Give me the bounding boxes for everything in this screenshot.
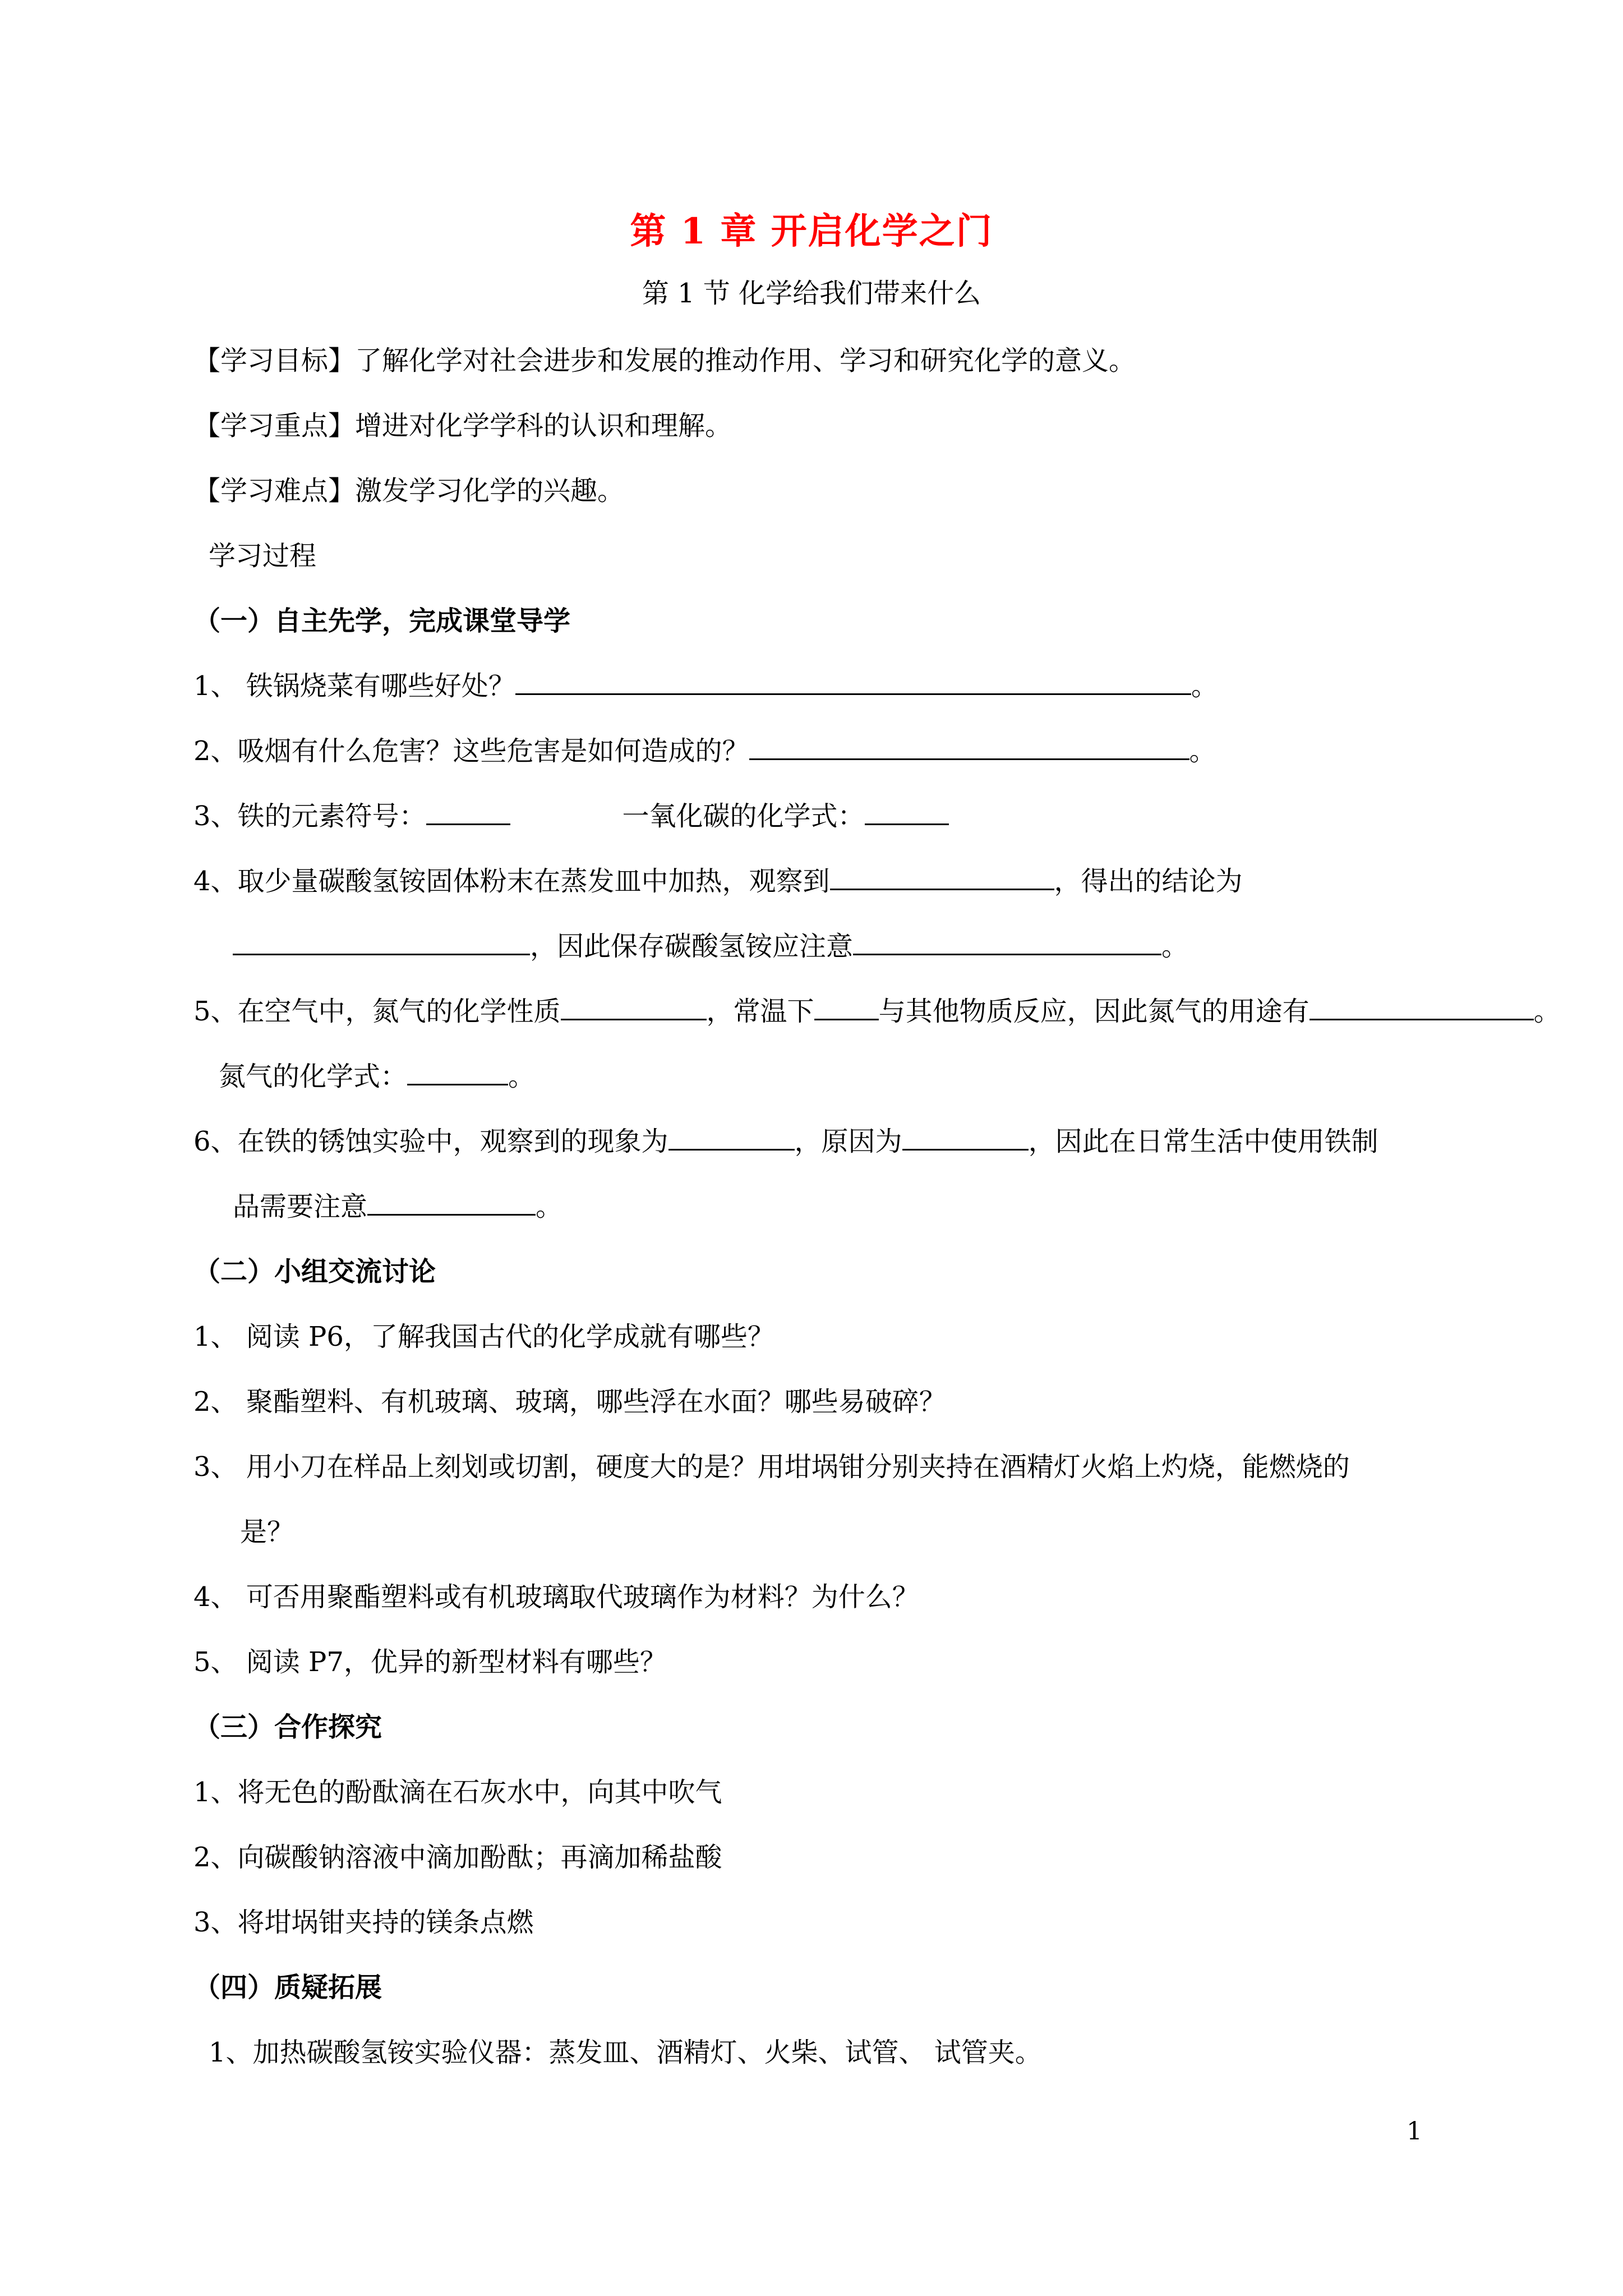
process-label: 学习过程 [209,540,317,572]
answer-blank[interactable] [902,1124,1029,1151]
question-4-part1: 4、取少量碳酸氢铵固体粉末在蒸发皿中加热，观察到 [193,866,830,897]
answer-blank[interactable] [1310,994,1534,1020]
question-4 [193,863,1243,900]
question-3 [193,798,949,835]
page-title: 第 1 章 开启化学之门 [630,210,993,252]
question-4-part2: ，得出的结论为 [1054,866,1243,897]
question-6-part1: 6、在铁的锈蚀实验中，观察到的现象为 [193,1126,668,1157]
answer-blank[interactable] [561,994,707,1020]
question-5-part2: ，常温下 [706,996,814,1027]
question-6 [193,1123,1378,1160]
list-item: 1、 阅读 P6，了解我国古代的化学成就有哪些？ [193,1321,774,1352]
list-item: 3、 用小刀在样品上刻划或切割，硬度大的是？用坩埚钳分别夹持在酒精灯火焰上灼烧，能燃烧的 [193,1451,1350,1483]
question-5-end: 。 [1533,996,1561,1027]
list-item: 3、将坩埚钳夹持的镁条点燃 [193,1907,534,1938]
question-6-part2: ，原因为 [794,1126,902,1157]
section3-heading: （三）合作探究 [193,1711,382,1743]
list-item: 2、向碳酸钠溶液中滴加酚酞；再滴加稀盐酸 [193,1842,722,1873]
section4-heading: （四）质疑拓展 [193,1972,382,2003]
question-5-part3: 与其他物质反应，因此氮气的用途有 [878,996,1310,1027]
question-5-continued [219,1058,535,1095]
question-4-part3: ，因此保存碳酸氢铵应注意 [530,931,854,962]
learning-goal: 【学习目标】了解化学对社会进步和发展的推动作用、学习和研究化学的意义。 [193,345,1136,376]
question-4-continued [233,928,1188,965]
list-item: 4、 可否用聚酯塑料或有机玻璃取代玻璃作为材料？为什么？ [193,1581,919,1613]
section1-heading: （一）自主先学，完成课堂导学 [193,605,571,637]
learning-key-point: 【学习重点】增进对化学学科的认识和理解。 [193,410,732,441]
list-item: 5、 阅读 P7，优异的新型材料有哪些？ [193,1646,667,1678]
answer-blank[interactable] [407,1059,508,1085]
question-2-end: 。 [1189,735,1216,767]
question-6-continued [233,1188,562,1225]
page-subtitle: 第 1 节 化学给我们带来什么 [642,278,981,309]
question-6-part4: 品需要注意 [233,1191,368,1222]
question-2-text: 2、吸烟有什么危害？这些危害是如何造成的？ [193,735,749,767]
list-item: 是？ [240,1516,294,1548]
answer-blank[interactable] [233,929,530,955]
question-3-part1: 3、铁的元素符号： [193,800,426,832]
section2-heading: （二）小组交流讨论 [193,1256,436,1287]
question-5-part4: 氮气的化学式： [219,1061,408,1092]
question-1 [193,668,1218,705]
answer-blank[interactable] [515,669,1191,695]
answer-blank[interactable] [830,864,1054,890]
answer-blank[interactable] [865,799,949,825]
answer-blank[interactable] [668,1124,795,1151]
answer-blank[interactable] [853,929,1161,955]
question-6-end: 。 [536,1191,563,1222]
question-1-text: 1、 铁锅烧菜有哪些好处？ [193,670,515,702]
question-4-end: 。 [1161,931,1189,962]
page-number: 1 [1407,2117,1422,2146]
list-item: 1、将无色的酚酞滴在石灰水中，向其中吹气 [193,1777,722,1808]
answer-blank[interactable] [749,734,1189,760]
question-5-end2: 。 [508,1061,536,1092]
list-item: 2、 聚酯塑料、有机玻璃、玻璃，哪些浮在水面？哪些易破碎？ [193,1386,946,1418]
answer-blank[interactable] [426,799,510,825]
question-1-end: 。 [1191,670,1218,702]
question-3-part2: 一氧化碳的化学式： [622,800,865,832]
learning-difficulty: 【学习难点】激发学习化学的兴趣。 [193,475,625,507]
question-5-part1: 5、在空气中，氮气的化学性质 [193,996,561,1027]
question-6-part3: ，因此在日常生活中使用铁制 [1028,1126,1378,1157]
answer-blank[interactable] [367,1189,536,1216]
answer-blank[interactable] [814,994,879,1020]
question-2 [193,733,1216,770]
question-5 [193,993,1561,1030]
list-item: 1、加热碳酸氢铵实验仪器：蒸发皿、酒精灯、火柴、试管、 试管夹。 [209,2037,1042,2068]
